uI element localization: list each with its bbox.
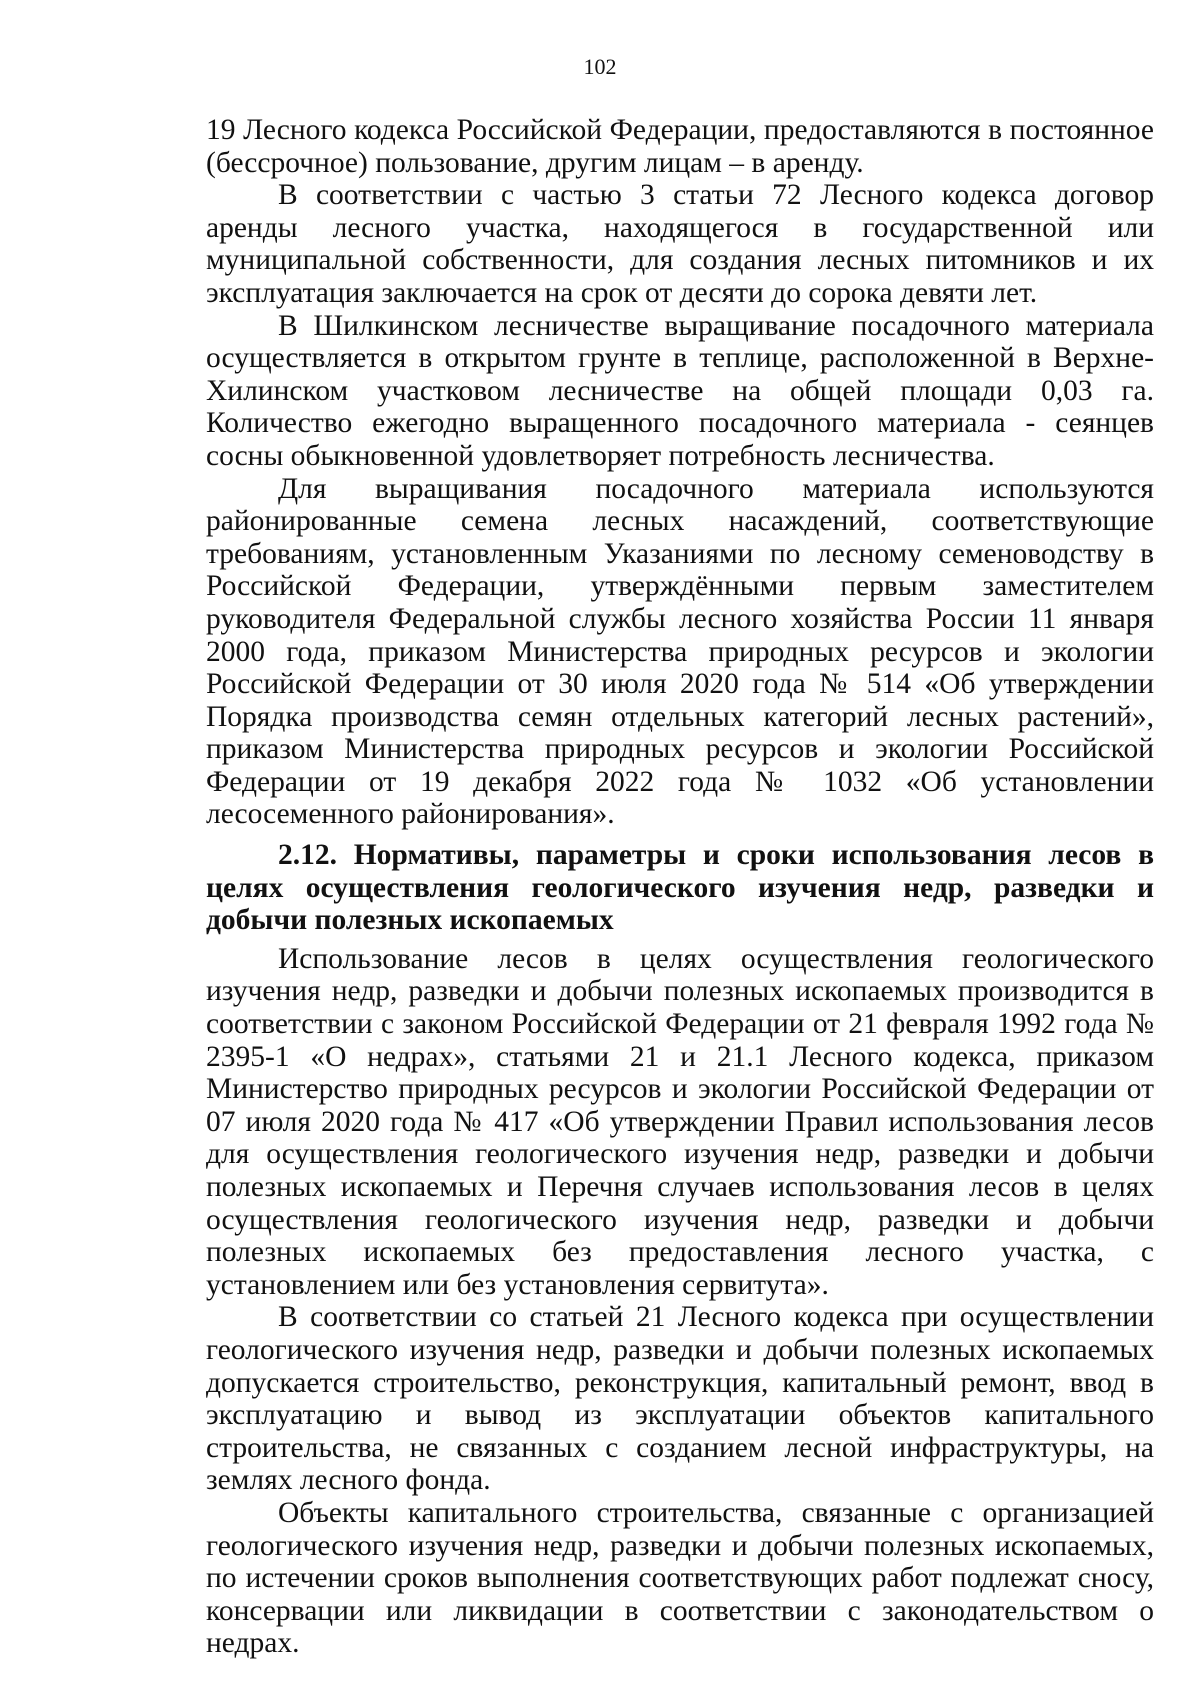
page-content bbox=[206, 114, 1154, 1660]
section-heading: 2.12. Нормативы, параметры и сроки использования лесов в целях осуществления геологического изучения недр, разведки и добычи полезных ископаемых bbox=[206, 839, 1154, 937]
paragraph-continuation: 19 Лесного кодекса Российской Федерации, предоставляются в постоянное (бессрочное) пользование, другим лицам – в аренду. bbox=[206, 114, 1154, 179]
paragraph-seeds: Для выращивания посадочного материала используются районированные семена лесных насаждений, соответствующие требованиям, установленным Указаниями по лесному семеноводству в Российской Федерации, утверждёнными первым заместителем руководителя Федеральной службы лесного хозяйства России 11 января 2000 года, приказом Министерства природных ресурсов и экологии Российской Федерации от 30 июля 2020 года № 514 «Об утверждении Порядка производства семян отдельных категорий лесных растений», приказом Министерства природных ресурсов и экологии Российской Федерации от 19 декабря 2022 года № 1032 «Об установлении лесосеменного районирования». bbox=[206, 472, 1154, 831]
paragraph-lease-term: В соответствии с частью 3 статьи 72 Лесного кодекса договор аренды лесного участка, находящегося в государственной или муниципальной собственности, для создания лесных питомников и их эксплуатация заключается на срок от десяти до сорока девяти лет. bbox=[206, 179, 1154, 309]
paragraph-demolition: Объекты капитального строительства, связанные с организацией геологического изучения недр, разведки и добычи полезных ископаемых, по истечении сроков выполнения соответствующих работ подлежат сносу, консервации или ликвидации в соответствии с законодательством о недрах. bbox=[206, 1496, 1154, 1660]
paragraph-nursery: В Шилкинском лесничестве выращивание посадочного материала осуществляется в открытом грунте в теплице, расположенной в Верхне-Хилинском участковом лесничестве на общей площади 0,03 га. Количество ежегодно выращенного посадочного материала - сеянцев сосны обыкновенной удовлетворяет потребность лесничества. bbox=[206, 309, 1154, 472]
page-number: 102 bbox=[583, 54, 617, 79]
paragraph-geology-use: Использование лесов в целях осуществления геологического изучения недр, разведки и добычи полезных ископаемых производится в соответствии с законом Российской Федерации от 21 февраля 1992 года № 2395-1 «О недрах», статьями 21 и 21.1 Лесного кодекса, приказом Министерство природных ресурсов и экологии Российской Федерации от 07 июля 2020 года № 417 «Об утверждении Правил использования лесов для осуществления геологического изучения недр, разведки и добычи полезных ископаемых и Перечня случаев использования лесов в целях осуществления геологического изучения недр, разведки и добычи полезных ископаемых без предоставления лесного участка, с установлением или без установления сервитута». bbox=[206, 942, 1154, 1301]
paragraph-construction: В соответствии со статьей 21 Лесного кодекса при осуществлении геологического изучения недр, разведки и добычи полезных ископаемых допускается строительство, реконструкция, капитальный ремонт, ввод в эксплуатацию и вывод из эксплуатации объектов капитального строительства, не связанных с созданием лесной инфраструктуры, на землях лесного фонда. bbox=[206, 1301, 1154, 1497]
